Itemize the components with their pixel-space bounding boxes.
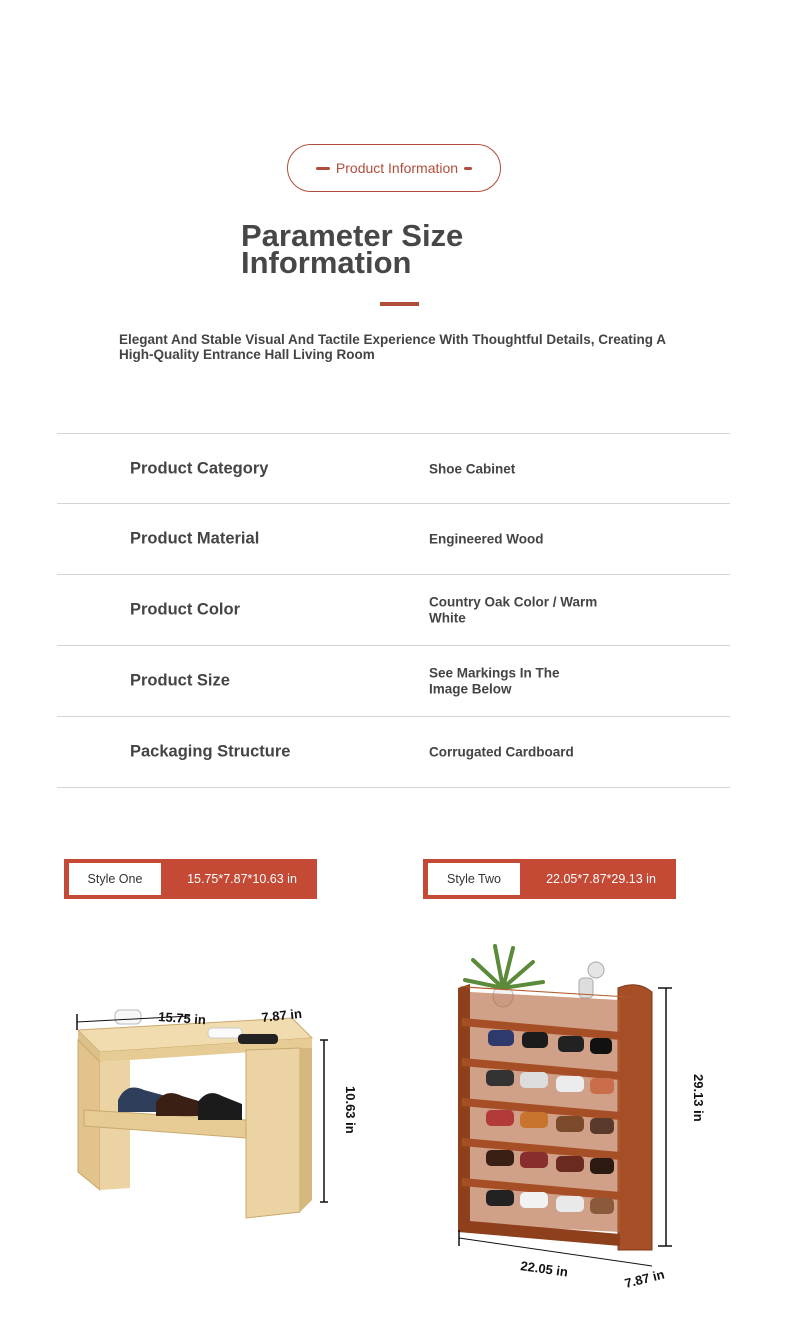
spec-row [57, 646, 730, 717]
spec-label: Product Size [130, 671, 230, 690]
style-two-dimensions: 22.05*7.87*29.13 in [546, 872, 656, 886]
badge-dash-right [464, 167, 472, 170]
page-title-text: Parameter Size Information [241, 218, 464, 280]
page-subtitle: Elegant And Stable Visual And Tactile Experience With Thoughtful Details, Creating A High-Quality Entrance Hall Living Room [119, 332, 666, 362]
shoe [208, 1028, 242, 1038]
style-one-name: Style One [69, 863, 161, 895]
spec-value: Engineered Wood [429, 531, 544, 547]
right-panel [618, 985, 652, 1250]
style-one-image [60, 990, 380, 1230]
spec-value: Country Oak Color / Warm White [429, 594, 598, 625]
style-two-image [440, 940, 730, 1300]
spec-label: Product Material [130, 529, 260, 548]
spec-row [57, 433, 730, 504]
height-dim-label: 29.13 in [691, 1074, 706, 1122]
spec-label: Product Color [130, 600, 240, 619]
style-two-name: Style Two [428, 863, 520, 895]
badge-dash-left [316, 167, 330, 170]
spec-row [57, 504, 730, 575]
figurine-head [588, 962, 604, 978]
right-panel-side [300, 1048, 312, 1212]
depth-dim-label: 7.87 in [623, 1266, 666, 1291]
style-one-dimensions: 15.75*7.87*10.63 in [187, 872, 297, 886]
shoe [198, 1093, 242, 1120]
plant-leaves [465, 946, 543, 988]
badge-label: Product Information [335, 160, 459, 176]
spec-label: Packaging Structure [130, 742, 291, 761]
spec-row [57, 575, 730, 646]
shoe [115, 1010, 141, 1024]
height-dim-label: 10.63 in [343, 1086, 358, 1134]
width-dim-label: 15.75 in [157, 1009, 207, 1028]
depth-dim-label: 7.87 in [260, 1005, 303, 1025]
shoe [238, 1034, 278, 1044]
width-dim-label: 22.05 in [519, 1258, 569, 1280]
page-title [241, 218, 471, 280]
style-two-tag [423, 859, 676, 899]
right-panel [246, 1048, 300, 1218]
title-underline [380, 302, 419, 306]
spec-row [57, 717, 730, 788]
shoe [156, 1093, 202, 1116]
spec-label: Product Category [130, 459, 269, 477]
spec-value: Corrugated Cardboard [429, 744, 574, 760]
style-one-tag [64, 859, 317, 899]
spec-value: See Markings In The Image Below [429, 665, 560, 696]
spec-value: Shoe Cabinet [429, 460, 516, 476]
section-badge [287, 144, 501, 192]
spec-table [57, 433, 730, 788]
